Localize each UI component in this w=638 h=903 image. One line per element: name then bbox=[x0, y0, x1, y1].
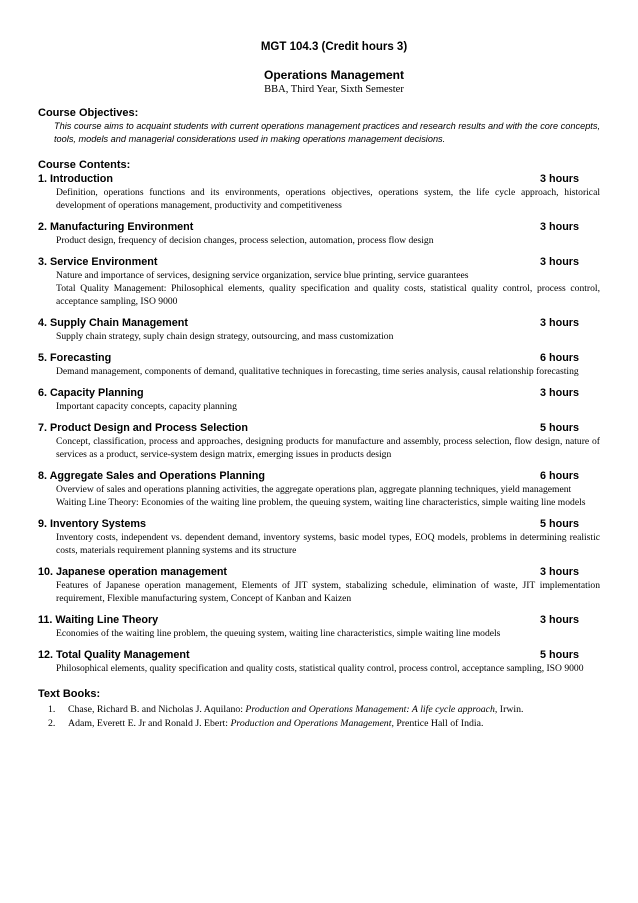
objectives-heading: Course Objectives: bbox=[38, 107, 139, 119]
topic-title: 10. Japanese operation management bbox=[38, 566, 228, 578]
textbook-citation bbox=[68, 717, 483, 731]
topic-item bbox=[38, 613, 600, 640]
topic-header bbox=[38, 565, 600, 579]
topic-header bbox=[38, 517, 600, 531]
textbook-authors: Chase, Richard B. and Nicholas J. Aquilano: bbox=[68, 704, 246, 715]
topic-title: 8. Aggregate Sales and Operations Planning bbox=[38, 470, 265, 482]
course-subtitle: BBA, Third Year, Sixth Semester bbox=[264, 84, 404, 95]
topic-header bbox=[38, 172, 600, 186]
topic-title: 12. Total Quality Management bbox=[38, 649, 190, 661]
topic-description: Economies of the waiting line problem, the queuing system, waiting line characteristics, simple waiting line models bbox=[56, 628, 501, 639]
topic-title: 11. Waiting Line Theory bbox=[38, 614, 159, 626]
topic-header bbox=[38, 316, 600, 330]
textbook-list bbox=[38, 703, 600, 731]
topic-title: 3. Service Environment bbox=[38, 256, 158, 268]
textbook-item bbox=[48, 703, 600, 717]
textbook-item bbox=[48, 717, 600, 731]
topic-hours: 3 hours bbox=[540, 317, 579, 329]
textbook-title: Production and Operations Management bbox=[230, 718, 392, 729]
topic-description: Nature and importance of services, designing service organization, service blue printing, service guarantees bbox=[56, 270, 469, 281]
topic-item bbox=[38, 469, 600, 509]
topic-description: Waiting Line Theory: Economies of the waiting line problem, the queuing system, waiting line characteristics, simple waiting line models bbox=[56, 497, 586, 508]
textbook-publisher: , Prentice Hall of India. bbox=[391, 718, 484, 729]
topic-item bbox=[38, 386, 600, 413]
topic-item bbox=[38, 172, 600, 212]
topic-title: 7. Product Design and Process Selection bbox=[38, 422, 249, 434]
textbook-number: 2. bbox=[48, 718, 56, 729]
topic-title: 1. Introduction bbox=[38, 173, 113, 185]
topic-hours: 5 hours bbox=[540, 649, 579, 661]
textbook-title: Production and Operations Management: A life cycle approach bbox=[245, 704, 495, 715]
topic-header bbox=[38, 421, 600, 435]
topic-hours: 3 hours bbox=[540, 221, 579, 233]
topic-description: Supply chain strategy, suply chain design strategy, outsourcing, and mass customization bbox=[56, 331, 394, 342]
topic-hours: 5 hours bbox=[540, 518, 579, 530]
textbook-publisher: , Irwin. bbox=[494, 704, 524, 715]
topic-item bbox=[38, 648, 600, 675]
objectives-text: This course aims to acquaint students with current operations management practices and research results and with the core concepts, tools, models and managerial considerations used in making operations management decisions. bbox=[54, 121, 600, 144]
topic-header bbox=[38, 351, 600, 365]
syllabus-page bbox=[38, 40, 600, 731]
topic-hours: 3 hours bbox=[540, 614, 579, 626]
textbook-citation bbox=[68, 703, 523, 717]
topic-header bbox=[38, 386, 600, 400]
course-title: Operations Management bbox=[263, 68, 405, 82]
topic-hours: 6 hours bbox=[540, 470, 579, 482]
topic-description: Features of Japanese operation management, Elements of JIT system, stabalizing schedule, elimination of waste, JIT implementation requirement, Flexible manufacturing system, Concept of Kanban and Kaizen bbox=[56, 580, 600, 604]
topic-description: Philosophical elements, quality specification and quality costs, statistical quality control, process control, acceptance sampling, ISO 9000 bbox=[56, 663, 584, 674]
textbooks-heading: Text Books: bbox=[38, 688, 101, 700]
topic-title: 9. Inventory Systems bbox=[38, 518, 147, 530]
topic-description: Product design, frequency of decision changes, process selection, automation, process flow design bbox=[56, 235, 434, 246]
topic-title: 6. Capacity Planning bbox=[38, 387, 144, 399]
topic-list bbox=[38, 172, 600, 675]
topic-title: 5. Forecasting bbox=[38, 352, 112, 364]
topic-description: Concept, classification, process and approaches, designing products for manufacture and assembly, process selection, flow design, nature of services as a product, service-system design matrix, emerging issues in products design bbox=[56, 436, 600, 460]
course-code: MGT 104.3 (Credit hours 3) bbox=[260, 41, 408, 53]
topic-item bbox=[38, 220, 600, 247]
topic-item bbox=[38, 421, 600, 461]
topic-item bbox=[38, 351, 600, 378]
topic-item bbox=[38, 565, 600, 605]
topic-item bbox=[38, 316, 600, 343]
topic-header bbox=[38, 469, 600, 483]
contents-heading: Course Contents: bbox=[38, 159, 131, 171]
topic-header bbox=[38, 220, 600, 234]
topic-hours: 3 hours bbox=[540, 566, 579, 578]
topic-description: Inventory costs, independent vs. dependent demand, inventory systems, basic model types, EOQ models, problems in determining realistic costs, materials requirement planning systems and its structure bbox=[56, 532, 600, 556]
topic-hours: 6 hours bbox=[540, 352, 579, 364]
topic-hours: 3 hours bbox=[540, 173, 579, 185]
topic-hours: 3 hours bbox=[540, 387, 579, 399]
topic-header bbox=[38, 648, 600, 662]
topic-header bbox=[38, 255, 600, 269]
topic-description: Total Quality Management: Philosophical elements, quality specification and quality costs, statistical quality control, process control, acceptance sampling, ISO 9000 bbox=[56, 283, 600, 307]
topic-hours: 5 hours bbox=[540, 422, 579, 434]
topic-title: 2. Manufacturing Environment bbox=[38, 221, 194, 233]
topic-item bbox=[38, 255, 600, 308]
textbook-number: 1. bbox=[48, 704, 56, 715]
topic-description: Definition, operations functions and its environments, operations objectives, operations system, the life cycle approach, historical development of operations management, productivity and competitiveness bbox=[56, 187, 600, 211]
topic-title: 4. Supply Chain Management bbox=[38, 317, 188, 329]
topic-description: Demand management, components of demand, qualitative techniques in forecasting, time series analysis, causal relationship forecasting bbox=[56, 366, 579, 377]
topic-description: Overview of sales and operations planning activities, the aggregate operations plan, aggregate planning techniques, yield management bbox=[56, 484, 572, 495]
topic-item bbox=[38, 517, 600, 557]
topic-header bbox=[38, 613, 600, 627]
textbook-authors: Adam, Everett E. Jr and Ronald J. Ebert: bbox=[68, 718, 231, 729]
topic-description: Important capacity concepts, capacity planning bbox=[56, 401, 237, 412]
topic-hours: 3 hours bbox=[540, 256, 579, 268]
